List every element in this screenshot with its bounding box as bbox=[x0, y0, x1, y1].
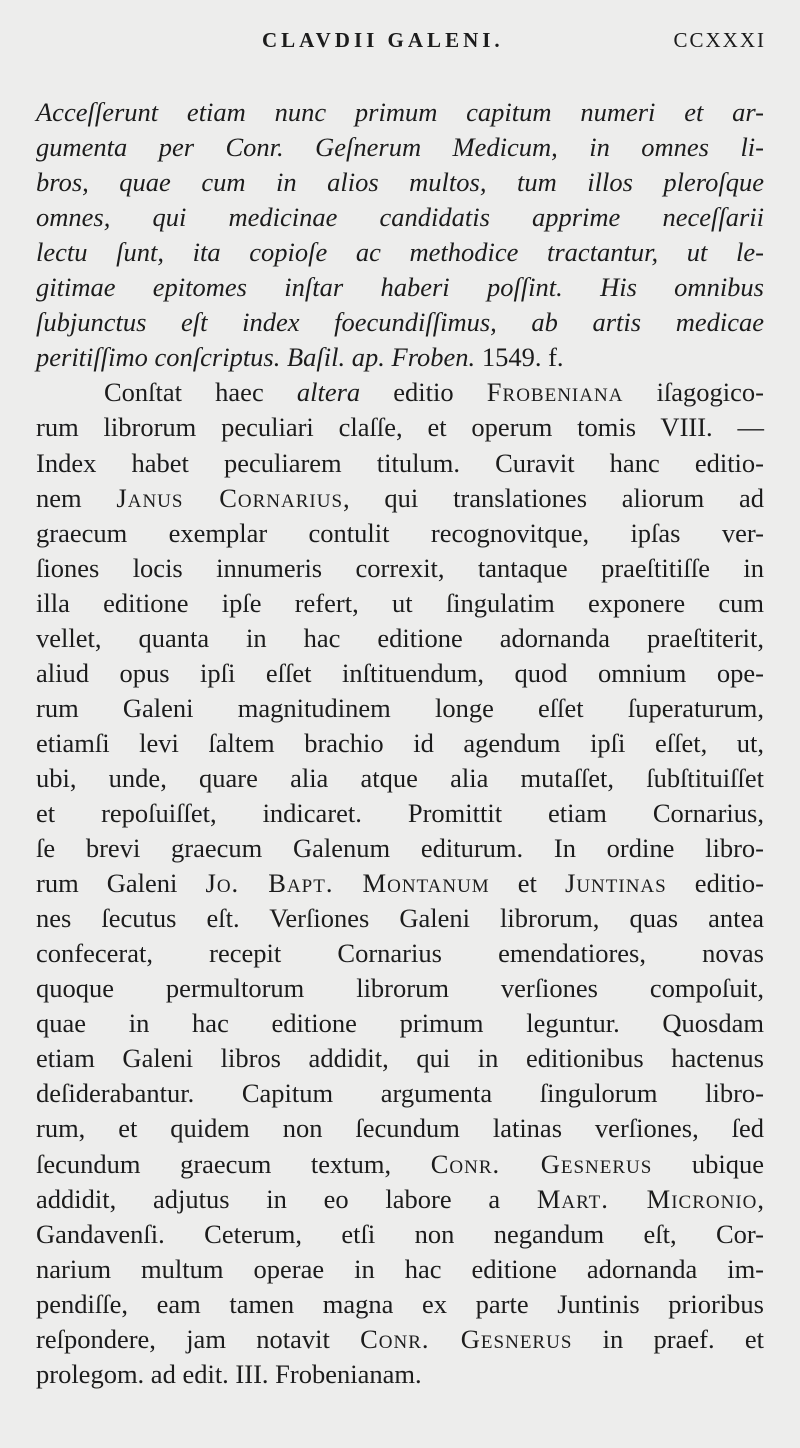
text-segment: rum Galeni magnitudinem longe eſſet ſuperaturum, bbox=[36, 692, 764, 723]
italic-text: Acceſſerunt etiam nunc primum capitum numeri et ar- bbox=[36, 97, 764, 127]
small-caps-name: Juntinas bbox=[565, 868, 667, 899]
italic-text: lectu ſunt, ita copioſe ac methodice tractantur, ut le- bbox=[36, 237, 764, 268]
text-segment: ſiones locis innumeris correxit, tantaque praeſtitiſſe in bbox=[36, 552, 764, 583]
text-segment: , qui translationes aliorum ad bbox=[343, 482, 764, 513]
italic-text: omnes, qui medicinae candidatis apprime neceſſarii bbox=[36, 202, 764, 233]
text-line bbox=[36, 550, 764, 586]
text-line bbox=[36, 339, 764, 375]
small-caps-name: Conr. Gesnerus bbox=[430, 1148, 653, 1179]
small-caps-name: Conr. Gesnerus bbox=[360, 1323, 573, 1354]
page-number: CCXXXI bbox=[673, 28, 766, 52]
text-segment: editio- bbox=[666, 868, 764, 899]
text-line bbox=[36, 1321, 764, 1357]
text-segment: iſagogico- bbox=[623, 377, 764, 408]
text-line bbox=[36, 900, 764, 936]
text-segment: nem bbox=[36, 482, 117, 513]
text-segment: in praef. et bbox=[572, 1323, 764, 1354]
small-caps-name: Janus Cornarius bbox=[116, 482, 344, 513]
text-segment: ubique bbox=[652, 1148, 765, 1179]
text-segment: prolegom. ad edit. III. Frobenianam. bbox=[36, 1358, 422, 1389]
text-line bbox=[36, 970, 764, 1006]
text-line bbox=[36, 515, 764, 551]
text-segment: graecum exemplar contulit recognovitque, ipſas ver- bbox=[36, 517, 764, 548]
text-segment: quae in hac editione primum leguntur. Quosdam bbox=[36, 1008, 764, 1039]
text-line bbox=[36, 199, 764, 235]
text-segment: confecerat, recepit Cornarius emendatiores, novas bbox=[36, 938, 764, 969]
small-caps-name: Jo. Bapt. Montanum bbox=[205, 868, 490, 899]
text-segment: etiamſi levi ſaltem brachio id agendum ipſi eſſet, ut, bbox=[36, 727, 764, 758]
text-segment: , bbox=[757, 1183, 765, 1214]
text-segment: rum librorum peculiari claſſe, et operum tomis VIII. — bbox=[36, 412, 764, 443]
italic-text: ſubjunctus eſt index foecundiſſimus, ab artis medicae bbox=[36, 307, 764, 338]
text-line bbox=[36, 865, 764, 901]
italic-text: gitimae epitomes inſtar haberi poſſint. His omnibus bbox=[36, 272, 764, 303]
text-line bbox=[36, 655, 764, 691]
running-title: CLAVDII GALENI. bbox=[262, 28, 504, 52]
text-line bbox=[36, 760, 764, 796]
text-segment: illa editione ipſe refert, ut ſingulatim exponere cum bbox=[36, 587, 764, 618]
text-line bbox=[36, 234, 764, 270]
text-segment: et bbox=[489, 868, 566, 899]
small-caps-name: Mart. Micronio bbox=[536, 1183, 758, 1214]
text-line bbox=[36, 269, 764, 305]
italic-text: altera bbox=[296, 377, 361, 408]
text-line bbox=[36, 1286, 764, 1322]
text-line bbox=[36, 1110, 764, 1146]
text-line bbox=[104, 374, 764, 410]
text-segment: nes ſecutus eſt. Verſiones Galeni librorum, quas antea bbox=[36, 903, 764, 934]
text-line bbox=[36, 690, 764, 726]
text-segment: ſecundum graecum textum, bbox=[36, 1148, 431, 1179]
text-line bbox=[36, 164, 764, 200]
text-line bbox=[36, 94, 764, 130]
text-segment: Conſtat haec bbox=[104, 377, 297, 408]
italic-text: bros, quae cum in alios multos, tum illos pleroſque bbox=[36, 167, 764, 198]
text-line bbox=[36, 1181, 764, 1217]
text-line bbox=[36, 304, 764, 340]
text-line bbox=[36, 1216, 764, 1252]
small-caps-name: Frobeniana bbox=[486, 377, 624, 408]
text-line bbox=[36, 1075, 764, 1111]
text-line bbox=[36, 1005, 764, 1041]
text-segment: quoque permultorum librorum verſiones compoſuit, bbox=[36, 973, 764, 1004]
text-line bbox=[36, 1040, 764, 1076]
text-line bbox=[36, 795, 764, 831]
text-segment: et repoſuiſſet, indicaret. Promittit etiam Cornarius, bbox=[36, 798, 764, 828]
text-segment: rum, et quidem non ſecundum latinas verſiones, ſed bbox=[36, 1113, 764, 1144]
text-line bbox=[36, 409, 764, 445]
text-line bbox=[36, 480, 764, 516]
text-segment: ubi, unde, quare alia atque alia mutaſſet, ſubſtituiſſet bbox=[36, 762, 764, 793]
running-head bbox=[0, 28, 800, 58]
text-segment: ſe brevi graecum Galenum editurum. In ordine libro- bbox=[36, 833, 764, 864]
text-segment: deſiderabantur. Capitum argumenta ſingulorum libro- bbox=[36, 1078, 764, 1109]
text-line bbox=[36, 935, 764, 971]
text-segment: editio bbox=[360, 377, 487, 408]
text-line bbox=[36, 129, 764, 165]
text-segment: Gandavenſi. Ceterum, etſi non negandum eſt, Cor- bbox=[36, 1218, 764, 1249]
text-line bbox=[36, 445, 764, 481]
text-segment: vellet, quanta in hac editione adornanda praeſtiterit, bbox=[36, 622, 764, 653]
text-segment: 1549. f. bbox=[481, 342, 564, 373]
text-segment: reſpondere, jam notavit bbox=[36, 1323, 361, 1354]
text-line bbox=[36, 620, 764, 656]
text-segment: pendiſſe, eam tamen magna ex parte Juntinis prioribus bbox=[36, 1288, 764, 1319]
text-segment: etiam Galeni libros addidit, qui in editionibus hactenus bbox=[36, 1043, 764, 1074]
italic-text: gumenta per Conr. Geſnerum Medicum, in omnes li- bbox=[36, 132, 764, 163]
italic-text: peritiſſimo conſcriptus. Baſil. ap. Froben. bbox=[36, 342, 482, 373]
text-segment: aliud opus ipſi eſſet inſtituendum, quod omnium ope- bbox=[36, 657, 764, 688]
text-line bbox=[36, 1251, 764, 1287]
text-line bbox=[36, 1146, 764, 1182]
text-segment: narium multum operae in hac editione adornanda im- bbox=[36, 1253, 764, 1284]
text-segment: rum Galeni bbox=[36, 868, 206, 899]
text-segment: Index habet peculiarem titulum. Curavit hanc editio- bbox=[36, 447, 764, 478]
text-line bbox=[36, 1356, 764, 1392]
text-line bbox=[36, 830, 764, 866]
text-line bbox=[36, 725, 764, 761]
text-line bbox=[36, 585, 764, 621]
text-segment: addidit, adjutus in eo labore a bbox=[36, 1183, 537, 1214]
